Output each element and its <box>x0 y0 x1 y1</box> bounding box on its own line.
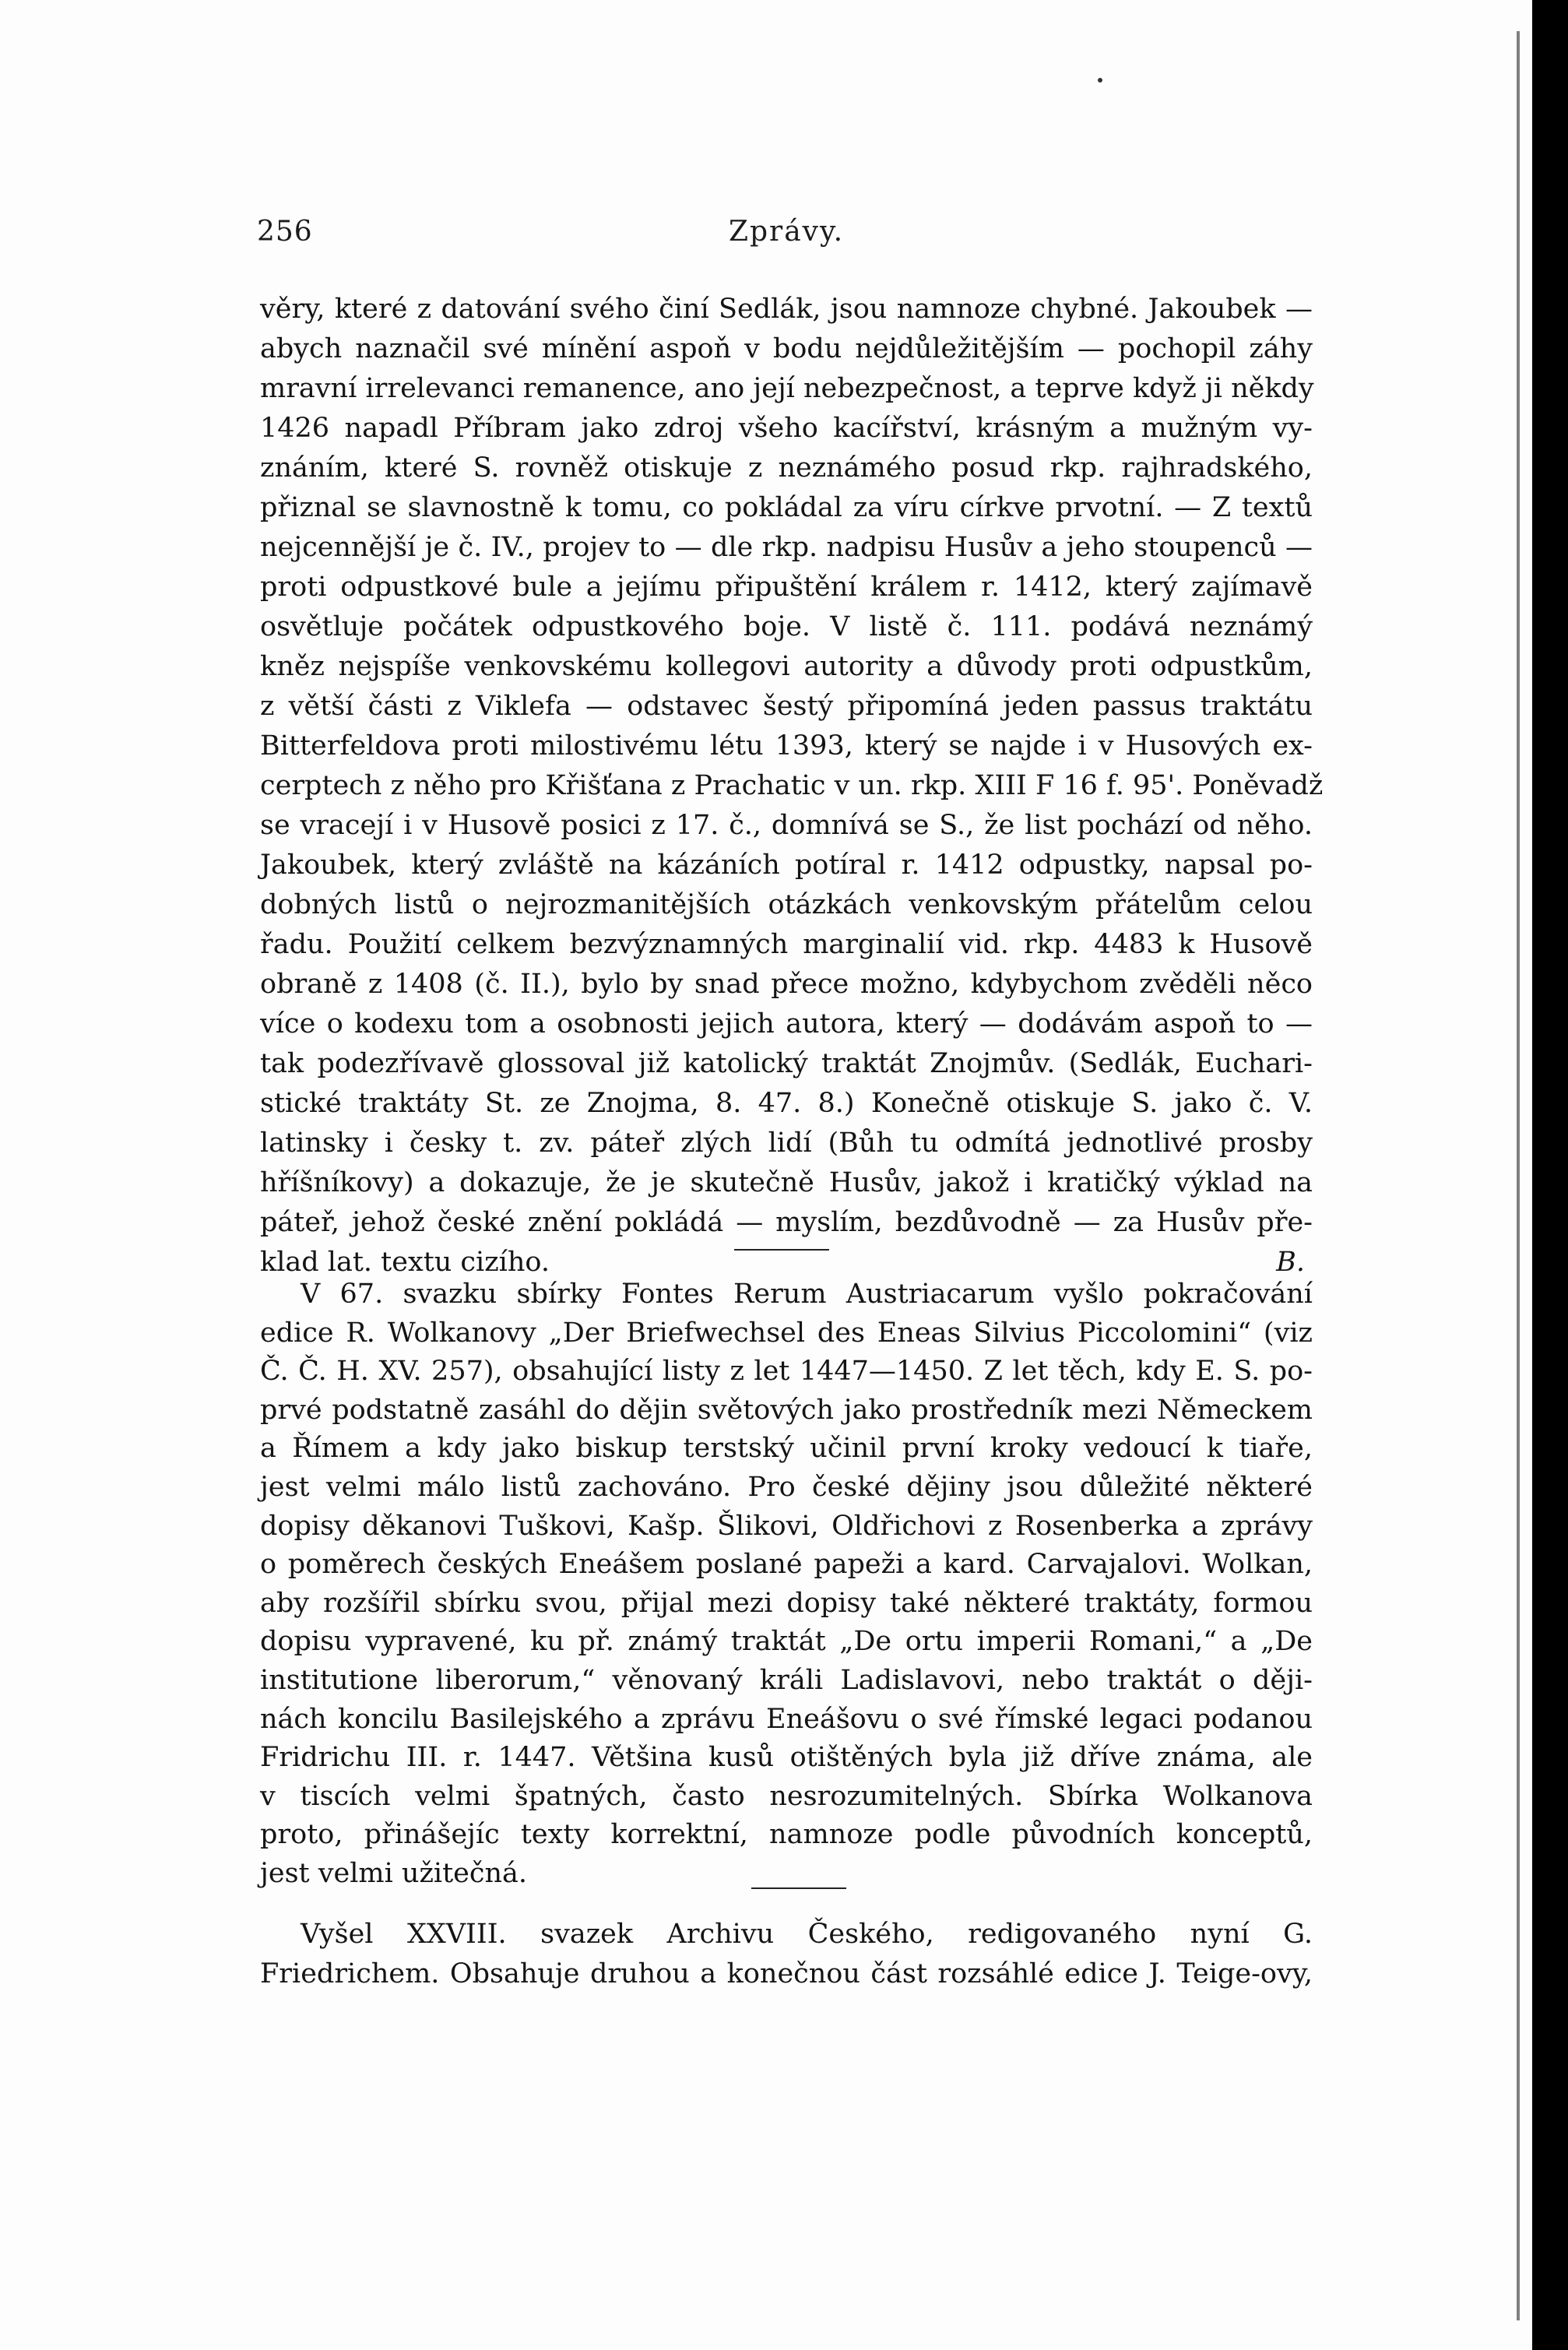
text-line: dopisy děkanovi Tuškovi, Kašp. Šlikovi, Oldřichovi z Rosenberka a zprávy <box>260 1510 1313 1542</box>
page-header <box>257 216 1316 255</box>
text-line: aby rozšířil sbírku svou, přijal mezi dopisy také některé traktáty, formou <box>260 1587 1313 1619</box>
section-review-wolkan <box>260 1275 1313 1894</box>
scan-speck <box>1098 78 1102 83</box>
text-line: proto, přinášejíc texty korrektní, namnoze podle původních konceptů, <box>260 1819 1313 1851</box>
text-line: o poměrech českých Eneášem poslané papeži a kard. Carvajalovi. Wolkan, <box>260 1549 1313 1581</box>
text-line: jest velmi užitečná. <box>260 1857 527 1889</box>
section-archiv-cesky <box>260 1915 1313 1994</box>
text-line: 1426 napadl Příbram jako zdroj všeho kacířství, krásným a mužným vy- <box>260 413 1313 444</box>
text-line: stické traktáty St. ze Znojma, 8. 47. 8.) Konečně otiskuje S. jako č. V. <box>260 1088 1313 1119</box>
text-line: latinsky i česky t. zv. páteř zlých lidí (Bůh tu odmítá jednotlivé prosby <box>260 1128 1313 1159</box>
text-line: znáním, které S. rovněž otiskuje z neznámého posud rkp. rajhradského, <box>260 452 1313 484</box>
section-divider <box>734 1249 829 1251</box>
text-line: Vyšel XXVIII. svazek Archivu Českého, redigovaného nyní G. <box>301 1919 1313 1950</box>
text-line: nách koncilu Basilejského a zprávu Eneášovu o své římské legaci podanou <box>260 1703 1313 1735</box>
text-line: institutione liberorum,“ věnovaný králi Ladislavovi, nebo traktát o ději- <box>260 1664 1313 1696</box>
text-line: a Římem a kdy jako biskup terstský učinil první kroky vedoucí k tiaře, <box>260 1433 1313 1465</box>
text-line: řadu. Použití celkem bezvýznamných marginalií vid. rkp. 4483 k Husově <box>260 929 1313 960</box>
text-line: dobných listů o nejrozmanitějších otázkách venkovským přátelům celou <box>260 889 1313 920</box>
text-line: edice R. Wolkanovy „Der Briefwechsel des Eneas Silvius Piccolomini“ (viz <box>260 1317 1313 1349</box>
text-line: Č. Č. H. XV. 257), obsahující listy z let 1447—1450. Z let těch, kdy E. S. po- <box>260 1356 1313 1388</box>
text-line: kněz nejspíše venkovskému kollegovi autority a důvody proti odpustkům, <box>260 651 1313 682</box>
text-line: z větší části z Viklefa — odstavec šestý připomíná jeden passus traktátu <box>260 691 1313 722</box>
text-line: Friedrichem. Obsahuje druhou a konečnou část rozsáhlé edice J. Teige-ovy, <box>260 1958 1313 1989</box>
text-line: mravní irrelevanci remanence, ano její nebezpečnost, a teprve když ji někdy <box>260 373 1314 404</box>
text-line: abych naznačil své mínění aspoň v bodu nejdůležitějším — pochopil záhy <box>260 333 1313 364</box>
text-line: Bitterfeldova proti milostivému létu 1393, který se najde i v Husových ex- <box>260 730 1313 762</box>
page-number: 256 <box>257 216 313 248</box>
text-line: tak podezřívavě glossoval již katolický traktát Znojmův. (Sedlák, Euchari- <box>260 1048 1313 1079</box>
section-divider <box>751 1887 846 1889</box>
text-line: Fridrichu III. r. 1447. Většina kusů otištěných byla již dříve známa, ale <box>260 1742 1313 1774</box>
text-line: se vracejí i v Husově posici z 17. č., domnívá se S., že list pochází od něho. <box>260 810 1313 841</box>
author-signature: B. <box>1276 1247 1305 1278</box>
text-line: jest velmi málo listů zachováno. Pro české dějiny jsou důležité některé <box>260 1471 1313 1503</box>
scan-binding-shadow <box>1517 31 1520 2320</box>
running-title: Zprávy. <box>728 216 845 248</box>
text-line: nejcennější je č. IV., projev to — dle rkp. nadpisu Husův a jeho stoupenců — <box>260 532 1313 563</box>
text-line: cerptech z něho pro Křišťana z Prachatic v un. rkp. XIII F 16 f. 95'. Poněvadž <box>260 770 1324 801</box>
text-line: obraně z 1408 (č. II.), bylo by snad přece možno, kdybychom zvěděli něco <box>260 969 1313 1000</box>
text-line: více o kodexu tom a osobnosti jejich autora, který — dodávám aspoň to — <box>260 1008 1313 1040</box>
text-line: věry, které z datování svého činí Sedlák, jsou namnoze chybné. Jakoubek — <box>260 294 1313 325</box>
text-line: dopisu vypravené, ku př. známý traktát „De ortu imperii Romani,“ a „De <box>260 1626 1313 1658</box>
text-line: Jakoubek, který zvláště na kázáních potíral r. 1412 odpustky, napsal po- <box>260 850 1313 881</box>
text-line: osvětluje počátek odpustkového boje. V listě č. 111. podává neznámý <box>260 611 1313 642</box>
scan-border <box>1532 0 1568 2350</box>
text-line: klad lat. textu cizího. <box>260 1247 550 1278</box>
text-line: V 67. svazku sbírky Fontes Rerum Austriacarum vyšlo pokračování <box>301 1279 1313 1310</box>
text-line: v tiscích velmi špatných, často nesrozumitelných. Sbírka Wolkanova <box>260 1780 1313 1812</box>
text-line: proti odpustkové bule a jejímu připuštění králem r. 1412, který zajímavě <box>260 572 1313 603</box>
text-line: prvé podstatně zasáhl do dějin světových jako prostředník mezi Německem <box>260 1394 1313 1426</box>
text-line: přiznal se slavnostně k tomu, co pokládal za víru církve prvotní. — Z textů <box>260 492 1313 523</box>
text-line: hříšníkovy) a dokazuje, že je skutečně Husův, jakož i kratičký výklad na <box>260 1167 1313 1198</box>
text-line: páteř, jehož české znění pokládá — myslím, bezdůvodně — za Husův pře- <box>260 1207 1313 1238</box>
section-review-husitica <box>260 290 1324 1282</box>
